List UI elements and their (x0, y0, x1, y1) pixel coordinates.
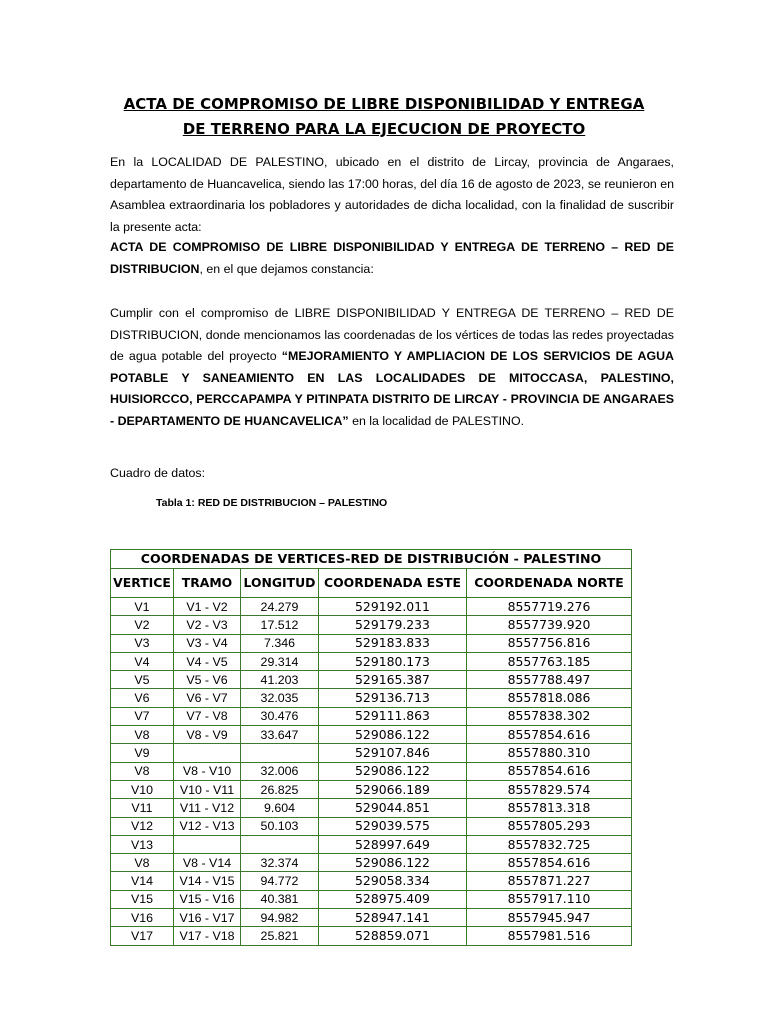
table-caption: Tabla 1: RED DE DISTRIBUCION – PALESTINO (156, 497, 388, 509)
cell-tramo: V14 - V15 (174, 872, 241, 890)
cell-coordenada-este: 529180.173 (319, 652, 467, 670)
cell-tramo: V16 - V17 (174, 909, 241, 927)
cell-coordenada-este: 529183.833 (319, 634, 467, 652)
table-row (111, 872, 632, 890)
cell-coordenada-este: 528947.141 (319, 909, 467, 927)
cell-tramo: V8 - V10 (174, 762, 241, 780)
cell-coordenada-este: 529192.011 (319, 598, 467, 616)
cell-coordenada-este: 528859.071 (319, 927, 467, 945)
cell-longitud: 26.825 (241, 780, 319, 798)
table-row (111, 817, 632, 835)
project-paragraph (110, 303, 674, 433)
cell-coordenada-norte: 8557854.616 (467, 762, 632, 780)
table-row (111, 671, 632, 689)
cell-tramo (174, 744, 241, 762)
cell-tramo: V5 - V6 (174, 671, 241, 689)
cell-coordenada-este: 529136.713 (319, 689, 467, 707)
table-body (111, 598, 632, 946)
cell-longitud: 9.604 (241, 799, 319, 817)
project-paragraph-end: en la localidad de PALESTINO. (348, 413, 525, 428)
cell-longitud (241, 835, 319, 853)
cell-longitud: 32.374 (241, 854, 319, 872)
cell-vertice: V16 (111, 909, 174, 927)
table-row (111, 689, 632, 707)
cell-tramo: V10 - V11 (174, 780, 241, 798)
cell-tramo: V8 - V9 (174, 726, 241, 744)
cell-tramo: V1 - V2 (174, 598, 241, 616)
cell-vertice: V5 (111, 671, 174, 689)
cell-vertice: V10 (111, 780, 174, 798)
cell-longitud: 32.035 (241, 689, 319, 707)
cell-longitud: 33.647 (241, 726, 319, 744)
cell-longitud: 29.314 (241, 652, 319, 670)
table-row (111, 762, 632, 780)
cell-coordenada-norte: 8557854.616 (467, 854, 632, 872)
cell-longitud: 17.512 (241, 616, 319, 634)
header-longitud: LONGITUD (241, 569, 319, 598)
cell-coordenada-norte: 8557832.725 (467, 835, 632, 853)
cell-tramo: V7 - V8 (174, 707, 241, 725)
cell-coordenada-este: 529086.122 (319, 762, 467, 780)
cell-vertice: V13 (111, 835, 174, 853)
cell-vertice: V12 (111, 817, 174, 835)
table-title: COORDENADAS DE VERTICES-RED DE DISTRIBUCIÓN - PALESTINO (111, 550, 632, 569)
cell-vertice: V8 (111, 726, 174, 744)
cell-vertice: V6 (111, 689, 174, 707)
header-vertice: VERTICE (111, 569, 174, 598)
table-row (111, 799, 632, 817)
cell-longitud: 41.203 (241, 671, 319, 689)
table-row (111, 744, 632, 762)
cell-longitud: 30.476 (241, 707, 319, 725)
table-row (111, 634, 632, 652)
cell-coordenada-norte: 8557917.110 (467, 890, 632, 908)
table-row (111, 616, 632, 634)
cell-vertice: V8 (111, 762, 174, 780)
cell-coordenada-norte: 8557880.310 (467, 744, 632, 762)
cell-vertice: V17 (111, 927, 174, 945)
table-row (111, 780, 632, 798)
cell-longitud (241, 744, 319, 762)
cell-longitud: 32.006 (241, 762, 319, 780)
project-paragraph-start: Cumplir con el compromiso de LIBRE DISPONIBILIDAD Y ENTREGA DE TERRENO – RED DE DISTRIBUCION, donde mencionamos las coordenadas de los vértices de todas las redes proyectadas de agua potable del proyecto (110, 306, 674, 364)
cell-coordenada-norte: 8557788.497 (467, 671, 632, 689)
cell-coordenada-norte: 8557829.574 (467, 780, 632, 798)
project-name: “MEJORAMIENTO Y AMPLIACION DE LOS SERVICIOS DE AGUA POTABLE Y SANEAMIENTO EN LAS LOCALIDADES DE MITOCCASA, PALESTINO, HUISIORCCO, PERCCAPAMPA Y PITINPATA DISTRITO DE LIRCAY - PROVINCIA DE ANGARAES - DEPARTAMENTO DE HUANCAVELICA” (110, 349, 674, 428)
table-row (111, 854, 632, 872)
cell-coordenada-norte: 8557871.227 (467, 872, 632, 890)
table-row (111, 890, 632, 908)
cell-longitud: 94.982 (241, 909, 319, 927)
cell-tramo: V15 - V16 (174, 890, 241, 908)
cell-vertice: V9 (111, 744, 174, 762)
cell-longitud: 94.772 (241, 872, 319, 890)
cell-tramo: V4 - V5 (174, 652, 241, 670)
intro-paragraph: En la LOCALIDAD DE PALESTINO, ubicado en el distrito de Lircay, provincia de Angaraes, departamento de Huancavelica, siendo las 17:00 horas, del día 16 de agosto de 2023, se reunieron en Asamblea extraordinaria los pobladores y autoridades de dicha localidad, con la finalidad de suscribir la presente acta: (110, 155, 674, 234)
cell-coordenada-este: 529107.846 (319, 744, 467, 762)
table-row (111, 927, 632, 945)
cell-coordenada-norte: 8557756.816 (467, 634, 632, 652)
cell-tramo: V8 - V14 (174, 854, 241, 872)
cell-coordenada-este: 529165.387 (319, 671, 467, 689)
cell-longitud: 24.279 (241, 598, 319, 616)
cell-coordenada-norte: 8557854.616 (467, 726, 632, 744)
cell-coordenada-este: 529066.189 (319, 780, 467, 798)
cell-vertice: V7 (111, 707, 174, 725)
table-row (111, 835, 632, 853)
document-title (90, 92, 678, 142)
cell-coordenada-norte: 8557719.276 (467, 598, 632, 616)
cell-vertice: V4 (111, 652, 174, 670)
cell-coordenada-este: 529086.122 (319, 726, 467, 744)
table-row (111, 652, 632, 670)
cell-coordenada-norte: 8557981.516 (467, 927, 632, 945)
table-row (111, 726, 632, 744)
commitment-heading-bold: ACTA DE COMPROMISO DE LIBRE DISPONIBILIDAD Y ENTREGA DE TERRENO – RED DE DISTRIBUCION (110, 240, 674, 276)
cell-coordenada-este: 528975.409 (319, 890, 467, 908)
cell-coordenada-este: 529039.575 (319, 817, 467, 835)
table-row (111, 598, 632, 616)
cell-longitud: 40.381 (241, 890, 319, 908)
cell-coordenada-este: 529086.122 (319, 854, 467, 872)
cell-coordenada-este: 529044.851 (319, 799, 467, 817)
cell-coordenada-norte: 8557838.302 (467, 707, 632, 725)
cell-tramo: V12 - V13 (174, 817, 241, 835)
cell-vertice: V2 (111, 616, 174, 634)
cell-tramo (174, 835, 241, 853)
data-label: Cuadro de datos: (110, 466, 206, 480)
cell-coordenada-norte: 8557818.086 (467, 689, 632, 707)
cell-coordenada-norte: 8557813.318 (467, 799, 632, 817)
cell-coordenada-este: 529058.334 (319, 872, 467, 890)
cell-coordenada-este: 528997.649 (319, 835, 467, 853)
cell-vertice: V3 (111, 634, 174, 652)
commitment-heading-paragraph (110, 237, 674, 280)
coordinates-table (110, 549, 632, 946)
cell-longitud: 50.103 (241, 817, 319, 835)
cell-vertice: V11 (111, 799, 174, 817)
cell-coordenada-este: 529179.233 (319, 616, 467, 634)
cell-coordenada-norte: 8557739.920 (467, 616, 632, 634)
commitment-heading-rest: , en el que dejamos constancia: (199, 261, 374, 276)
title-line-2: DE TERRENO PARA LA EJECUCION DE PROYECTO (182, 120, 586, 138)
cell-vertice: V14 (111, 872, 174, 890)
cell-tramo: V11 - V12 (174, 799, 241, 817)
cell-tramo: V17 - V18 (174, 927, 241, 945)
header-coordenada-norte: COORDENADA NORTE (467, 569, 632, 598)
header-tramo: TRAMO (174, 569, 241, 598)
cell-longitud: 7.346 (241, 634, 319, 652)
cell-longitud: 25.821 (241, 927, 319, 945)
cell-coordenada-este: 529111.863 (319, 707, 467, 725)
header-coordenada-este: COORDENADA ESTE (319, 569, 467, 598)
table-row (111, 909, 632, 927)
cell-tramo: V3 - V4 (174, 634, 241, 652)
cell-tramo: V6 - V7 (174, 689, 241, 707)
cell-coordenada-norte: 8557805.293 (467, 817, 632, 835)
cell-vertice: V1 (111, 598, 174, 616)
cell-coordenada-norte: 8557945.947 (467, 909, 632, 927)
cell-tramo: V2 - V3 (174, 616, 241, 634)
cell-vertice: V8 (111, 854, 174, 872)
cell-vertice: V15 (111, 890, 174, 908)
cell-coordenada-norte: 8557763.185 (467, 652, 632, 670)
title-line-1: ACTA DE COMPROMISO DE LIBRE DISPONIBILIDAD Y ENTREGA (123, 95, 645, 113)
table-row (111, 707, 632, 725)
